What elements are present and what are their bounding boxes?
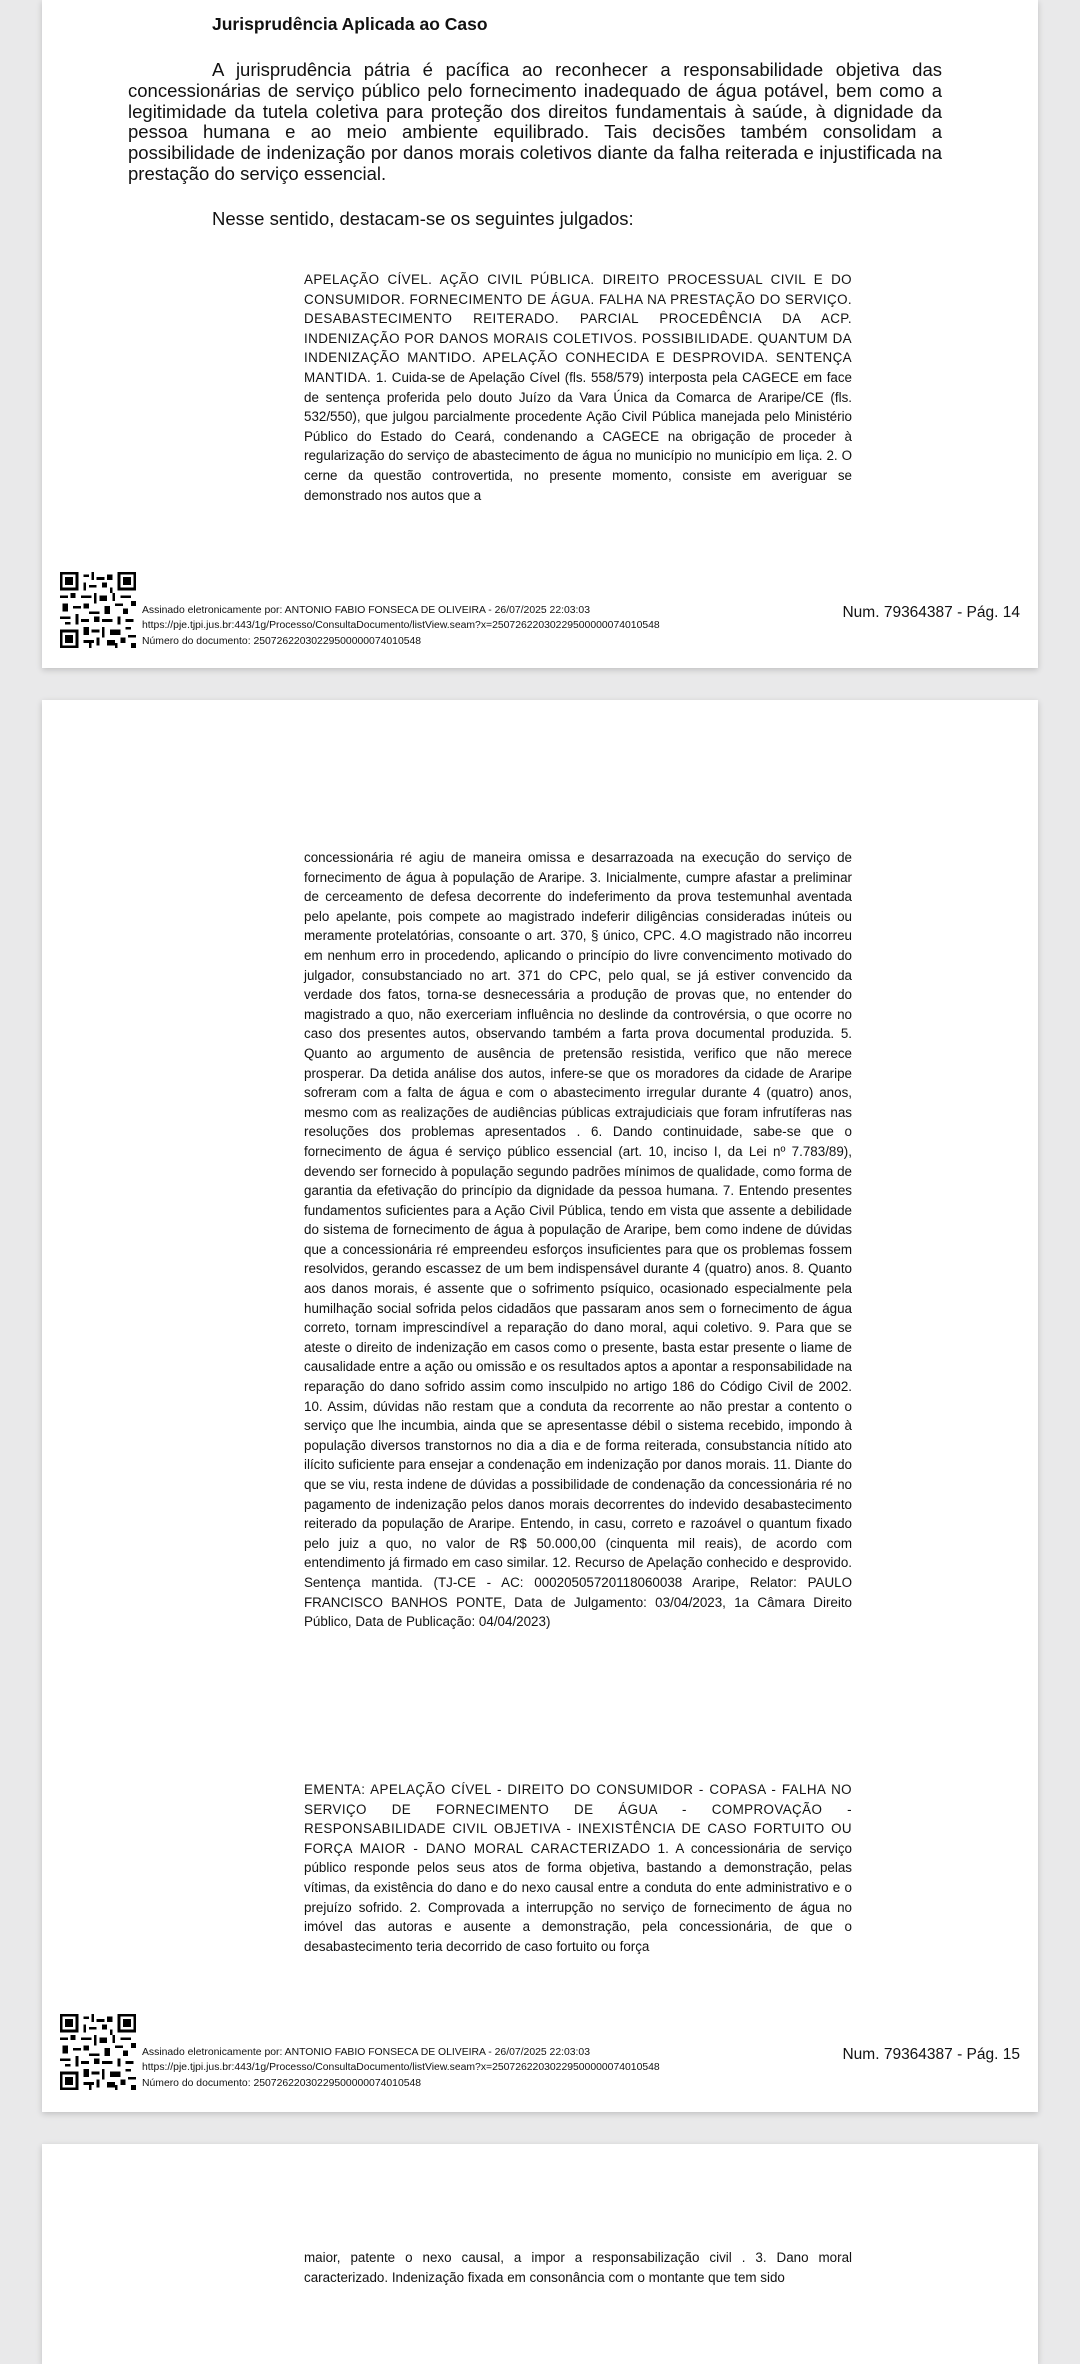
signature-footer xyxy=(60,572,1020,652)
quote-body: 1. Cuida-se de Apelação Cível (fls. 558/579) interposta pela CAGECE em face de sentença proferida pelo douto Juízo da Vara Única da Comarca de Araripe/CE (fls. 532/550), que julgou parcialmente procedente Ação Civil Pública manejada pelo Ministério Público do Estado do Ceará, condenando a CAGECE na obrigação de proceder à regularização do serviço de abastecimento de água no município no município em liça. 2. O cerne da questão controvertida, no presente momento, consiste em averiguar se demonstrado nos autos que a xyxy=(304,369,852,503)
jurisprudence-quote-2-continuation: maior, patente o nexo causal, a impor a responsabilização civil . 3. Dano moral caracterizado. Indenização fixada em consonância com o montante que tem sido xyxy=(304,2250,852,2285)
quote-2-body: 1. A concessionária de serviço público responde pelos seus atos de forma objetiva, bastando a demonstração, pelas vítimas, da existência do dano e do nexo causal entre a conduta do ente administrativo e o prejuízo sofrido. 2. Comprovada a interrupção no serviço de fornecimento de água no imóvel das autoras e ausente a demonstração, pela concessionária, de que o desabastecimento teria decorrido de caso fortuito ou força xyxy=(304,1840,852,1954)
qr-code-icon xyxy=(60,572,136,648)
intro-line: Nesse sentido, destacam-se os seguintes julgados: xyxy=(212,208,634,229)
document-page-16 xyxy=(42,2144,1038,2364)
page-number: Num. 79364387 - Pág. 15 xyxy=(842,2046,1020,2063)
document-url[interactable]: https://pje.tjpi.jus.br:443/1g/Processo/ConsultaDocumento/listView.seam?x=25072622030229500000074010548 xyxy=(142,620,660,632)
jurisprudence-quote-continuation: concessionária ré agiu de maneira omissa e desarrazoada na execução do serviço de fornecimento de água à população de Araripe. 3. Inicialmente, cumpre afastar a preliminar de cerceamento de defesa decorrente do indeferimento da prova testemunhal aventada pelo apelante, pois compete ao magistrado indeferir diligências consideradas inúteis ou meramente protelatórias, consoante o art. 370, § único, CPC. 4.O magistrado não incorreu em nenhum erro in procedendo, aplicando o princípio do livre convencimento motivado do julgador, consubstanciado no art. 371 do CPC, pelo qual, se já estiver convencido da verdade dos fatos, torna-se desnecessária a produção de provas que, no entender do magistrado a quo, não exerceriam influência no deslinde da controvérsia, o que ocorre no caso dos presentes autos, observando também a farta prova documental produzida. 5. Quanto ao argumento de ausência de pretensão resistida, verifico que não merece prosperar. Da detida análise dos autos, infere-se que os moradores da cidade de Araripe sofreram com a falta de água e com o abastecimento irregular durante 4 (quatro) anos, mesmo com as realizações de audiências públicas extrajudiciais que foram infrutíferas nas resoluções dos problemas apresentados . 6. Dando continuidade, sabe-se que o fornecimento de água é serviço público essencial (art. 10, inciso I, da Lei nº 7.783/89), devendo ser fornecido à população segundo padrões mínimos de qualidade, como forma de garantia da efetivação do princípio da dignidade da pessoa humana. 7. Entendo presentes fundamentos suficientes para a Ação Civil Pública, tendo em vista que assente a debilidade do sistema de fornecimento de água à população de Araripe, bem como indene de dúvidas que a concessionária ré empreendeu esforços insuficientes para que os problemas fossem resolvidos, gerando escassez de um bem indispensável durante 4 (quatro) anos. 8. Quanto aos danos morais, é assente que o sofrimento psíquico, ocasionado especialmente pela humilhação social sofrida pelos cidadãos que passaram anos sem o fornecimento de água correto, tornam imprescindível a reparação do dano moral, aqui coletivo. 9. Para que se ateste o direito de indenização em casos como o presente, basta estar presente o liame de causalidade entre a ação ou omissão e os resultados aptos a apontar a responsabilidade na reparação do dano sofrido assim como insculpido no artigo 186 do Código Civil de 2002. 10. Assim, dúvidas não restam que a conduta da recorrente ao não prestar a contento o serviço que lhe incumbia, ainda que se apresentasse débil o sistema recebido, impondo à população diversos transtornos no dia a dia e de forma reiterada, consubstancia nítido ato ilícito suficiente para ensejar a condenação em indenização por danos morais. 11. Diante do que se viu, resta indene de dúvidas a possibilidade de condenação da concessionária ré no pagamento de indenização pelos danos morais decorrentes do indevido desabastecimento reiterado da população de Araripe. Entendo, in casu, correto e razoável o quantum fixado pelo juiz a quo, no valor de R$ 50.000,00 (cinquenta mil reais), de acordo com entendimento já firmado em caso similar. 12. Recurso de Apelação conhecido e desprovido. Sentença mantida. (TJ-CE - AC: 00020505720118060038 Araripe, Relator: PAULO FRANCISCO BANHOS PONTE, Data de Julgamento: 03/04/2023, 1a Câmara Direito Público, Data de Publicação: 04/04/2023) xyxy=(304,850,852,1630)
document-page-15 xyxy=(42,700,1038,2112)
document-page-14 xyxy=(42,0,1038,668)
page-number: Num. 79364387 - Pág. 14 xyxy=(842,604,1020,621)
signed-by: Assinado eletronicamente por: ANTONIO FABIO FONSECA DE OLIVEIRA - 26/07/2025 22:03:03 xyxy=(142,605,590,616)
document-number: Número do documento: 25072622030229500000074010548 xyxy=(142,2077,422,2089)
document-url[interactable]: https://pje.tjpi.jus.br:443/1g/Processo/ConsultaDocumento/listView.seam?x=25072622030229500000074010548 xyxy=(142,2062,660,2074)
signature-info xyxy=(142,603,660,649)
document-number: Número do documento: 25072622030229500000074010548 xyxy=(142,635,422,647)
jurisprudence-quote xyxy=(304,270,852,505)
body-paragraph-text: A jurisprudência pátria é pacífica ao reconhecer a responsabilidade objetiva das concessionárias de serviço público pelo fornecimento inadequado de água potável, bem como a legitimidade da tutela coletiva para proteção dos direitos fundamentais à saúde, à dignidade da pessoa humana e ao meio ambiente equilibrado. Tais decisões também consolidam a possibilidade de indenização por danos morais coletivos diante da falha reiterada e injustificada na prestação do serviço essencial. xyxy=(128,59,942,184)
jurisprudence-quote-2 xyxy=(304,1780,852,1956)
quote-summary-caps: APELAÇÃO CÍVEL. AÇÃO CIVIL PÚBLICA. DIREITO PROCESSUAL CIVIL E DO CONSUMIDOR. FORNECIMENTO DE ÁGUA. FALHA NA PRESTAÇÃO DO SERVIÇO. DESABASTECIMENTO REITERADO. PARCIAL PROCEDÊNCIA DA ACP. INDENIZAÇÃO POR DANOS MORAIS COLETIVOS. POSSIBILIDADE. QUANTUM DA INDENIZAÇÃO MANTIDO. APELAÇÃO CONHECIDA E DESPROVIDA. SENTENÇA MANTIDA. xyxy=(304,272,852,385)
signed-by: Assinado eletronicamente por: ANTONIO FABIO FONSECA DE OLIVEIRA - 26/07/2025 22:03:03 xyxy=(142,2047,590,2058)
section-heading: Jurisprudência Aplicada ao Caso xyxy=(212,14,488,34)
qr-code-icon xyxy=(60,2014,136,2090)
signature-footer xyxy=(60,2014,1020,2094)
signature-info xyxy=(142,2045,660,2091)
quote-2-summary-caps: EMENTA: APELAÇÃO CÍVEL - DIREITO DO CONSUMIDOR - COPASA - FALHA NO SERVIÇO DE FORNECIMENTO DE ÁGUA - COMPROVAÇÃO - RESPONSABILIDADE CIVIL OBJETIVA - INEXISTÊNCIA DE CASO FORTUITO OU FORÇA MAIOR - DANO MORAL CARACTERIZADO xyxy=(304,1782,852,1856)
body-paragraph xyxy=(128,60,942,185)
